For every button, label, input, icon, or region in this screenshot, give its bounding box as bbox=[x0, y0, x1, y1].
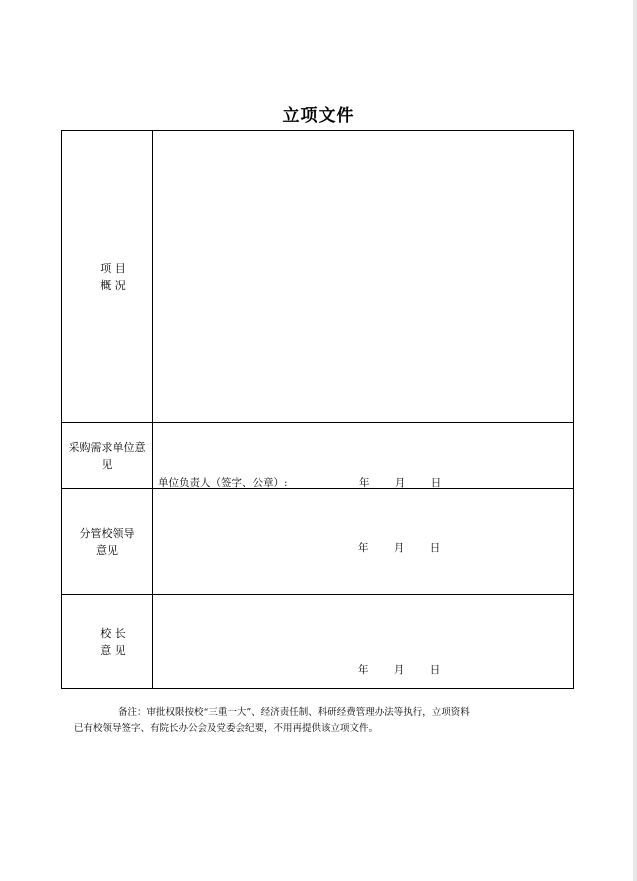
page-edge bbox=[633, 0, 637, 881]
label-line: 见 bbox=[101, 457, 113, 471]
label-line: 分管校领导 bbox=[79, 526, 135, 540]
project-overview-row bbox=[62, 131, 574, 423]
day-label: 日 bbox=[430, 477, 442, 489]
label-line: 项 目 bbox=[100, 261, 126, 275]
year-label: 年 bbox=[358, 664, 369, 676]
president-opinion-row bbox=[62, 595, 574, 689]
approval-form-table bbox=[61, 130, 574, 689]
month-label: 月 bbox=[394, 477, 406, 489]
label-line: 概 况 bbox=[100, 278, 126, 292]
day-label: 日 bbox=[429, 542, 441, 554]
footnote-line-1: 备注：审批权限按校“三重一大”、经济责任制、科研经费管理办法等执行，立项资料 bbox=[118, 707, 470, 718]
month-label: 月 bbox=[393, 542, 405, 554]
day-label: 日 bbox=[429, 664, 441, 676]
label-line: 采购需求单位意 bbox=[68, 440, 146, 454]
vice-president-opinion-field[interactable] bbox=[153, 489, 574, 595]
footnote bbox=[74, 705, 556, 737]
label-line: 意见 bbox=[96, 543, 118, 557]
footnote-line-2: 已有校领导签字、有院长办公会及党委会纪要，不用再提供该立项文件。 bbox=[74, 723, 379, 734]
label-line: 校 长 bbox=[100, 626, 126, 640]
department-opinion-field[interactable] bbox=[153, 423, 574, 489]
date-line bbox=[358, 540, 440, 555]
month-label: 月 bbox=[393, 664, 405, 676]
vice-president-opinion-row bbox=[62, 489, 574, 595]
project-overview-field[interactable] bbox=[153, 131, 574, 423]
department-opinion-label bbox=[62, 423, 153, 489]
project-overview-label bbox=[62, 131, 153, 423]
vice-president-opinion-label bbox=[62, 489, 153, 595]
president-opinion-field[interactable] bbox=[153, 595, 574, 689]
year-label: 年 bbox=[358, 542, 369, 554]
date-line bbox=[358, 662, 440, 677]
signature-label: 单位负责人（签字、公章）: bbox=[158, 477, 288, 489]
president-opinion-label bbox=[62, 595, 153, 689]
label-line: 意 见 bbox=[100, 643, 126, 657]
year-label: 年 bbox=[359, 477, 370, 489]
page-title: 立项文件 bbox=[282, 106, 355, 126]
department-opinion-row bbox=[62, 423, 574, 489]
